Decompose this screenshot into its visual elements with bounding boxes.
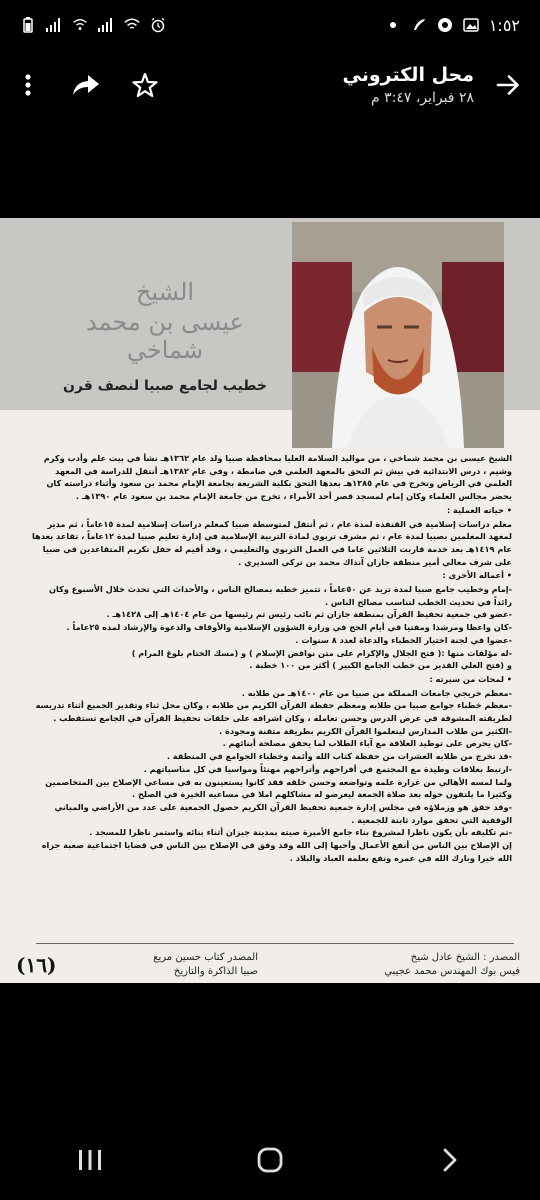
chrome-icon: [437, 17, 453, 33]
paragraph: -كان واعظا ومرشدا ومفتيا في أيام الحج في وزارة الشؤون الإسلامية والأوقاف والدعوة والإرشاد لمده ٢٥عاماً .: [66, 622, 512, 633]
status-icons-right: [385, 16, 520, 35]
source-right: [384, 951, 520, 979]
paragraph: إن الإصلاح بين الناس من أنفع الأعمال وأحبها إلى الله وقد وفق في الإصلاح بين الناس في قضايا اجتماعية صعبة جزاه الله خيرا وبارك الله في عمره ونفع بعلمه العباد والبلاد .: [41, 840, 512, 863]
navigation-bar: [0, 1120, 540, 1200]
app-bar: [0, 50, 540, 120]
recents-button[interactable]: [60, 1130, 120, 1190]
recents-icon: [78, 1149, 102, 1171]
chevron-right-icon: [442, 1148, 458, 1172]
wifi-calling-icon: [72, 17, 88, 33]
status-bar: [0, 0, 540, 50]
paragraph: -إمام وخطيب جامع صبيا لمدة تزيد عن ٥٠عاماً ، تتميز خطبه بمصالح الناس ، والأحداث التي تحدث خلال الأسبوع وكان رائداً في تحديث الخطب لتناسب مصالح الناس .: [49, 584, 512, 607]
chat-subtitle: ٢٨ فبراير، ٣:٤٧ م: [370, 90, 474, 106]
title-tagline: خطيب لجامع صبيا لنصف قرن: [62, 378, 268, 394]
home-icon: [257, 1147, 283, 1173]
document-title: [50, 278, 280, 394]
paragraph: -معظم خطباء جوامع صبيا من طلابه ومعظم حفظة القرآن الكريم من طلابه ، وكان محل ثناء وتقدير الجميع أثناء تدريسه لطريقته المشوقة في عرض الدرس وحسن تعامله ، وكان اشرافه على حلقات تحفيظ القرآن في الجامع تستقطب .: [35, 700, 512, 724]
paragraph: -له مؤلفات منها :( فتح الجلال والإكرام على متن نواقض الإسلام ) و (مسك الختام بلوغ المرام ): [131, 647, 512, 658]
source-mid-line2: صبيا الذاكرة والتاريخ: [173, 966, 258, 977]
status-time: ١:٥٢: [488, 15, 520, 35]
title-text: [343, 64, 474, 106]
signal-icon: [46, 17, 62, 33]
paragraph: -ارتبط بعلاقات وطيدة مع المجتمع في أفراحهم وأتراحهم مهنئاً ومواسيا في كل مناسباتهم .: [143, 763, 512, 774]
section-heading: • لمحات من سيرته :: [429, 673, 512, 684]
source-middle: [153, 951, 258, 979]
paragraph: معلم دراسات إسلامية في القنفذة لمدة عام ، ثم أنتقل لمتوسطة صبيا كمعلم دراسات إسلامية لمدة ١٥عاماً ، ثم مدير لمعهد المعلمين بصبيا لمدة عام ، ثم مشرف تربوي لمادة التربية الإسلامية في إدارة تعليم صبيا لمدة ١٢عاماً ، تقاعد بعدها عام ١٤١٩هـ بعد خدمة قاربت الثلاثين عاما في العمل التربوي والتعليمي ، وقد أقيم له حفل تكريم المتقاعدين في صبيا على شرف معالي أمير منطقة جازان آنذاك محمد بن تركي السديري .: [31, 518, 512, 567]
home-button[interactable]: [240, 1130, 300, 1190]
status-icons-left: [20, 17, 166, 33]
source-right-line1: المصدر : الشيخ عادل شيخ: [410, 952, 520, 963]
paragraph: الشيخ عيسى بن محمد شماخي ، من مواليد السلامة العليا بمحافظة صبيا ولد عام ١٣٦٢هـ نشأ في بيت علم وأدب وكرم وشيم ، درس الابتدائية في بيش ثم التحق بالمعهد العلمي في صامطة ، وفي عام ١٣٨٢هـ أنتقل للدراسة في المعهد العلمي في الرياض وتخرج في عام ١٣٨٥هـ بعدها التحق بكلية الشريعة بجامعة الإمام محمد بن سعود وأثناء دراسته كان يحضر مجالس العلماء وكان إمام لمسجد قصر أحد الأمراء ، تخرج من جامعة الإمام محمد بن سعود عام ١٣٩٠هـ .: [43, 453, 512, 502]
paragraph: -تم تكليفه بأن يكون ناظرا لمشروع بناء جامع الأميرة صيته بمدينة جيزان أثناء بنائه واستمر ناظرا للمسجد .: [89, 827, 512, 838]
signal-2-icon: [98, 17, 114, 33]
document-footer: [16, 951, 520, 981]
app-actions: [16, 72, 158, 98]
title-name: عيسى بن محمد شماخي: [85, 308, 244, 364]
paragraph: -وقد حقق هو وزملاؤه في مجلس إدارة جمعية تحفيظ القرآن الكريم حصول الجمعية على عدد من الأراضي والمباني الوقفية التي تحقق موارد ثابتة للجمعية .: [54, 801, 512, 825]
paragraph: ولما لمسه الأهالي من غزارة علمه وتواضعه وحسن خلقه فقد كانوا يستعينون به في مساعي الإصلاح بين المتخاصمين وكثيرا ما يلتفون حوله بعد صلاة الجمعة ليعرضو له مشاكلهم املا في مساعيه الخيرة في الصلح .: [45, 776, 512, 800]
title-block: [343, 64, 520, 106]
back-button[interactable]: [420, 1130, 480, 1190]
paragraph: -الكثير من طلاب المدارس ليتعلموا القرآن الكريم بطريقة متقنة ومجودة .: [219, 725, 512, 736]
chat-title: محل الكتروني: [342, 64, 474, 86]
wifi-icon: [124, 17, 140, 33]
section-heading: • أعماله الأخرى :: [442, 570, 512, 581]
page-number: (١٦): [16, 953, 57, 977]
notification-dot-icon: [385, 17, 401, 33]
paragraph: -عضوا في لجنة اختيار الخطباء والدعاة لعدد ٨ سنوات .: [295, 634, 512, 645]
share-icon[interactable]: [72, 74, 100, 96]
document-body: [30, 452, 512, 865]
portrait-photo: [292, 222, 504, 448]
section-heading: • حياته العملية :: [446, 504, 512, 515]
more-vertical-icon[interactable]: [16, 73, 40, 97]
gallery-icon: [463, 17, 479, 33]
source-right-line2: فيس بوك المهندس محمد عجيبي: [384, 966, 520, 977]
title-sheikh: الشيخ: [135, 278, 195, 306]
paragraph: -معظم خريجي جامعات المملكة من صبيا من عام ١٤٠٠هـ من طلابه .: [241, 687, 512, 698]
feather-icon: [411, 17, 427, 33]
paragraph: -عضو في جمعية تحفيظ القرآن بمنطقة جازان ثم نائب رئيس ثم رئيسها من عام ١٤٠٤هـ إلى ١٤٢٨هـ .: [106, 609, 512, 620]
paragraph: -قد تخرج من طلابه العشرات من حفظة كتاب الله وأئمة وخطباء الجوامع في المنطقة .: [166, 751, 512, 762]
battery-icon: [20, 17, 36, 33]
alarm-icon: [150, 17, 166, 33]
star-outline-icon[interactable]: [132, 72, 158, 98]
paragraph: -كان يحرص على توطيد العلاقة مع آباء الطلاب لما يحقق مصلحة أبنائهم .: [222, 738, 512, 749]
paragraph: و (فتح العلي القدير من خطب الجامع الكبير ) أكثر من ١٠٠ خطبة .: [249, 660, 512, 671]
arrow-right-icon[interactable]: [496, 74, 520, 96]
footer-divider: [36, 943, 514, 944]
source-mid-line1: المصدر كتاب حسين مريع: [153, 952, 258, 963]
document-image[interactable]: [0, 218, 540, 983]
